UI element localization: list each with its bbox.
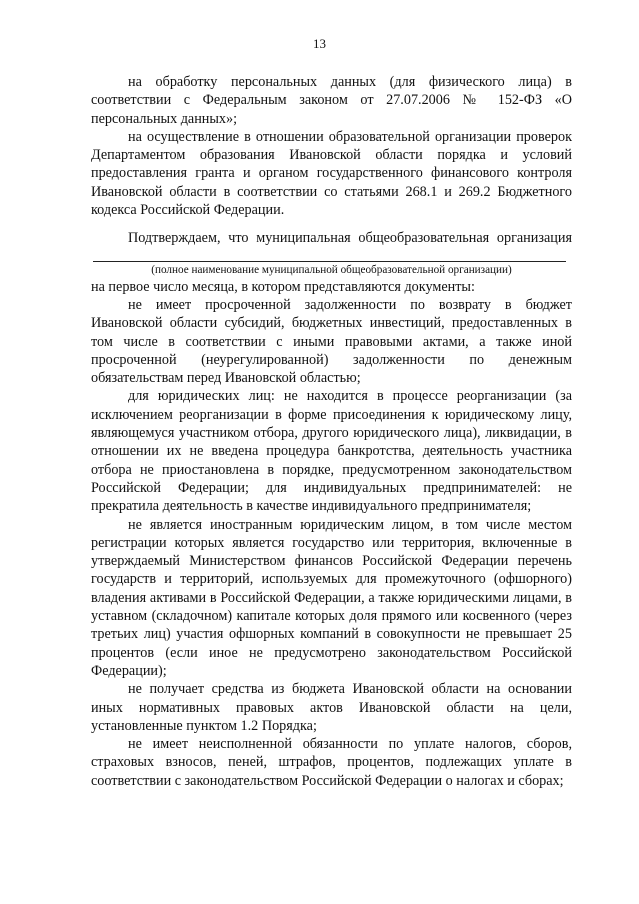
paragraph-reporting-date: на первое число месяца, в котором представляются документы: xyxy=(91,278,475,295)
paragraph-inspection-consent: на осуществление в отношении образовательной организации проверок Департаментом образования Ивановской области порядка и условий предоставления гранта и органом государственного финансового контроля Ивановской области в соответствии со статьями 268.1 и 269.2 Бюджетного кодекса Российской Федерации. xyxy=(91,128,572,219)
list-item: для юридических лиц: не находится в процессе реорганизации (за исключением реорганизации в форме присоединения к юридическому лицу, являющемуся участником отбора, другого юридического лица), ликвидации, в отношении их не введена процедура банкротства, деятельность участника отбора не приостановлена в порядке, предусмотренном законодательством Российской Федерации; для индивидуальных предпринимателей: не прекратила деятельность в качестве индивидуального предпринимателя; xyxy=(91,388,572,515)
list-item: не получает средства из бюджета Ивановской области на основании иных нормативных правовых актов Ивановской области на цели, установленные пунктом 1.2 Порядка; xyxy=(91,681,572,734)
page-number: 13 xyxy=(313,36,326,51)
paragraph-personal-data-consent: на обработку персональных данных (для физического лица) в соответствии с Федеральным законом от 27.07.2006 № 152-ФЗ «О персональных данных»; xyxy=(91,74,572,127)
document-body xyxy=(91,73,572,790)
organization-name-field-line xyxy=(93,261,566,262)
list-item: не является иностранным юридическим лицом, в том числе местом регистрации которых является государство или территория, включенные в утверждаемый Министерством финансов Российской Федерации перечень государств и территорий, используемых для промежуточного (офшорного) владения активами в Российской Федерации, а также юридическими лицами, в уставном (складочном) капитале которых доля прямого или косвенного (через третьих лиц) участия офшорных компаний в совокупности не превышает 25 процентов (если иное не предусмотрено законодательством Российской Федерации); xyxy=(91,516,572,679)
list-item: не имеет просроченной задолженности по возврату в бюджет Ивановской области субсидий, бюджетных инвестиций, предоставленных в том числе в соответствии с иными правовыми актами, а также иной просроченной (неурегулированной) задолженности по денежным обязательствам перед Ивановской областью; xyxy=(91,296,572,387)
paragraph-confirmation: Подтверждаем, что муниципальная общеобразовательная организация xyxy=(128,230,572,247)
organization-name-field-caption: (полное наименование муниципальной общеобразовательной организации) xyxy=(151,263,512,276)
list-item: не имеет неисполненной обязанности по уплате налогов, сборов, страховых взносов, пеней, штрафов, процентов, подлежащих уплате в соответствии с законодательством Российской Федерации о налогах и сборах; xyxy=(91,736,572,789)
